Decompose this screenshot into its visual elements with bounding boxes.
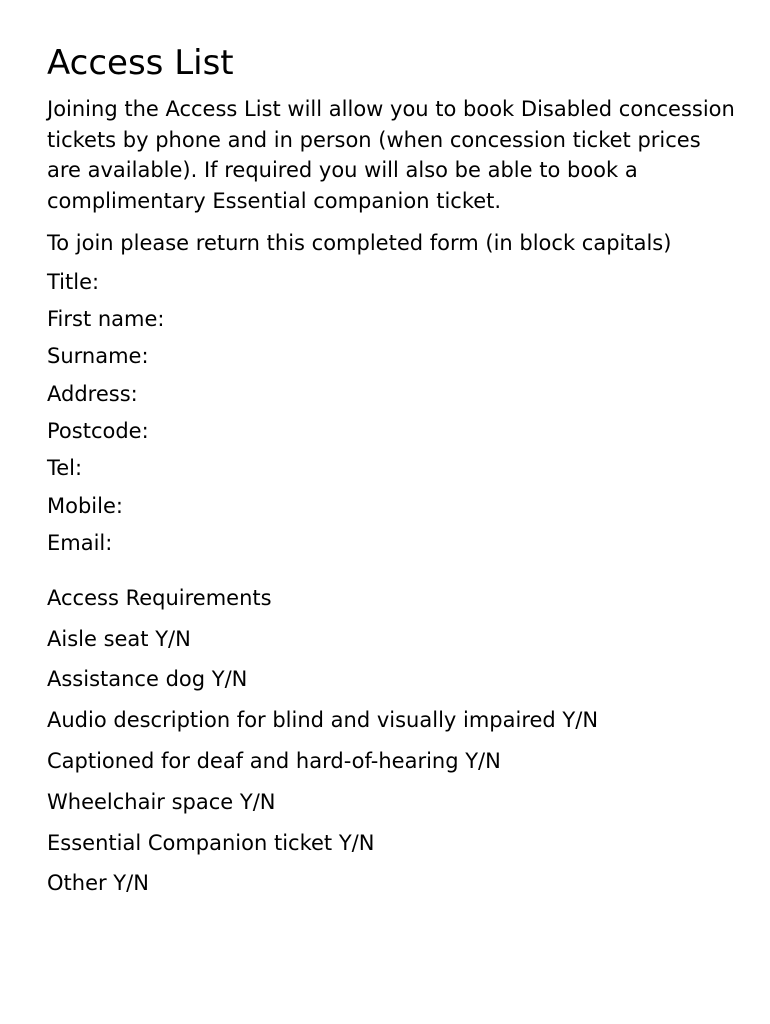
intro-paragraph: Joining the Access List will allow you to book Disabled concession tickets by phone and in person (when concession ticket prices are available). If required you will also be able to book a complimentary Essential companion ticket. — [47, 97, 735, 213]
field-email: Email: — [47, 531, 113, 556]
field-title: Title: — [47, 269, 100, 294]
requirement-audio-description: Audio description for blind and visually impaired Y/N — [47, 708, 599, 733]
join-instruction: To join please return this completed form (in block capitals) — [47, 231, 672, 255]
requirement-wheelchair-space: Wheelchair space Y/N — [47, 789, 276, 814]
field-mobile: Mobile: — [47, 493, 123, 518]
form-fields — [47, 267, 730, 566]
requirement-captioned: Captioned for deaf and hard-of-hearing Y/N — [47, 749, 501, 774]
requirement-essential-companion: Essential Companion ticket Y/N — [47, 830, 375, 855]
field-postcode: Postcode: — [47, 419, 149, 444]
access-requirements-list — [47, 624, 730, 910]
field-tel: Tel: — [47, 456, 83, 481]
field-surname: Surname: — [47, 344, 149, 369]
page-title: Access List — [47, 43, 234, 83]
requirement-other: Other Y/N — [47, 871, 149, 896]
requirement-assistance-dog: Assistance dog Y/N — [47, 667, 248, 692]
field-address: Address: — [47, 381, 138, 406]
access-requirements-heading: Access Requirements — [47, 585, 272, 610]
requirement-aisle-seat: Aisle seat Y/N — [47, 626, 191, 651]
field-first-name: First name: — [47, 306, 165, 331]
